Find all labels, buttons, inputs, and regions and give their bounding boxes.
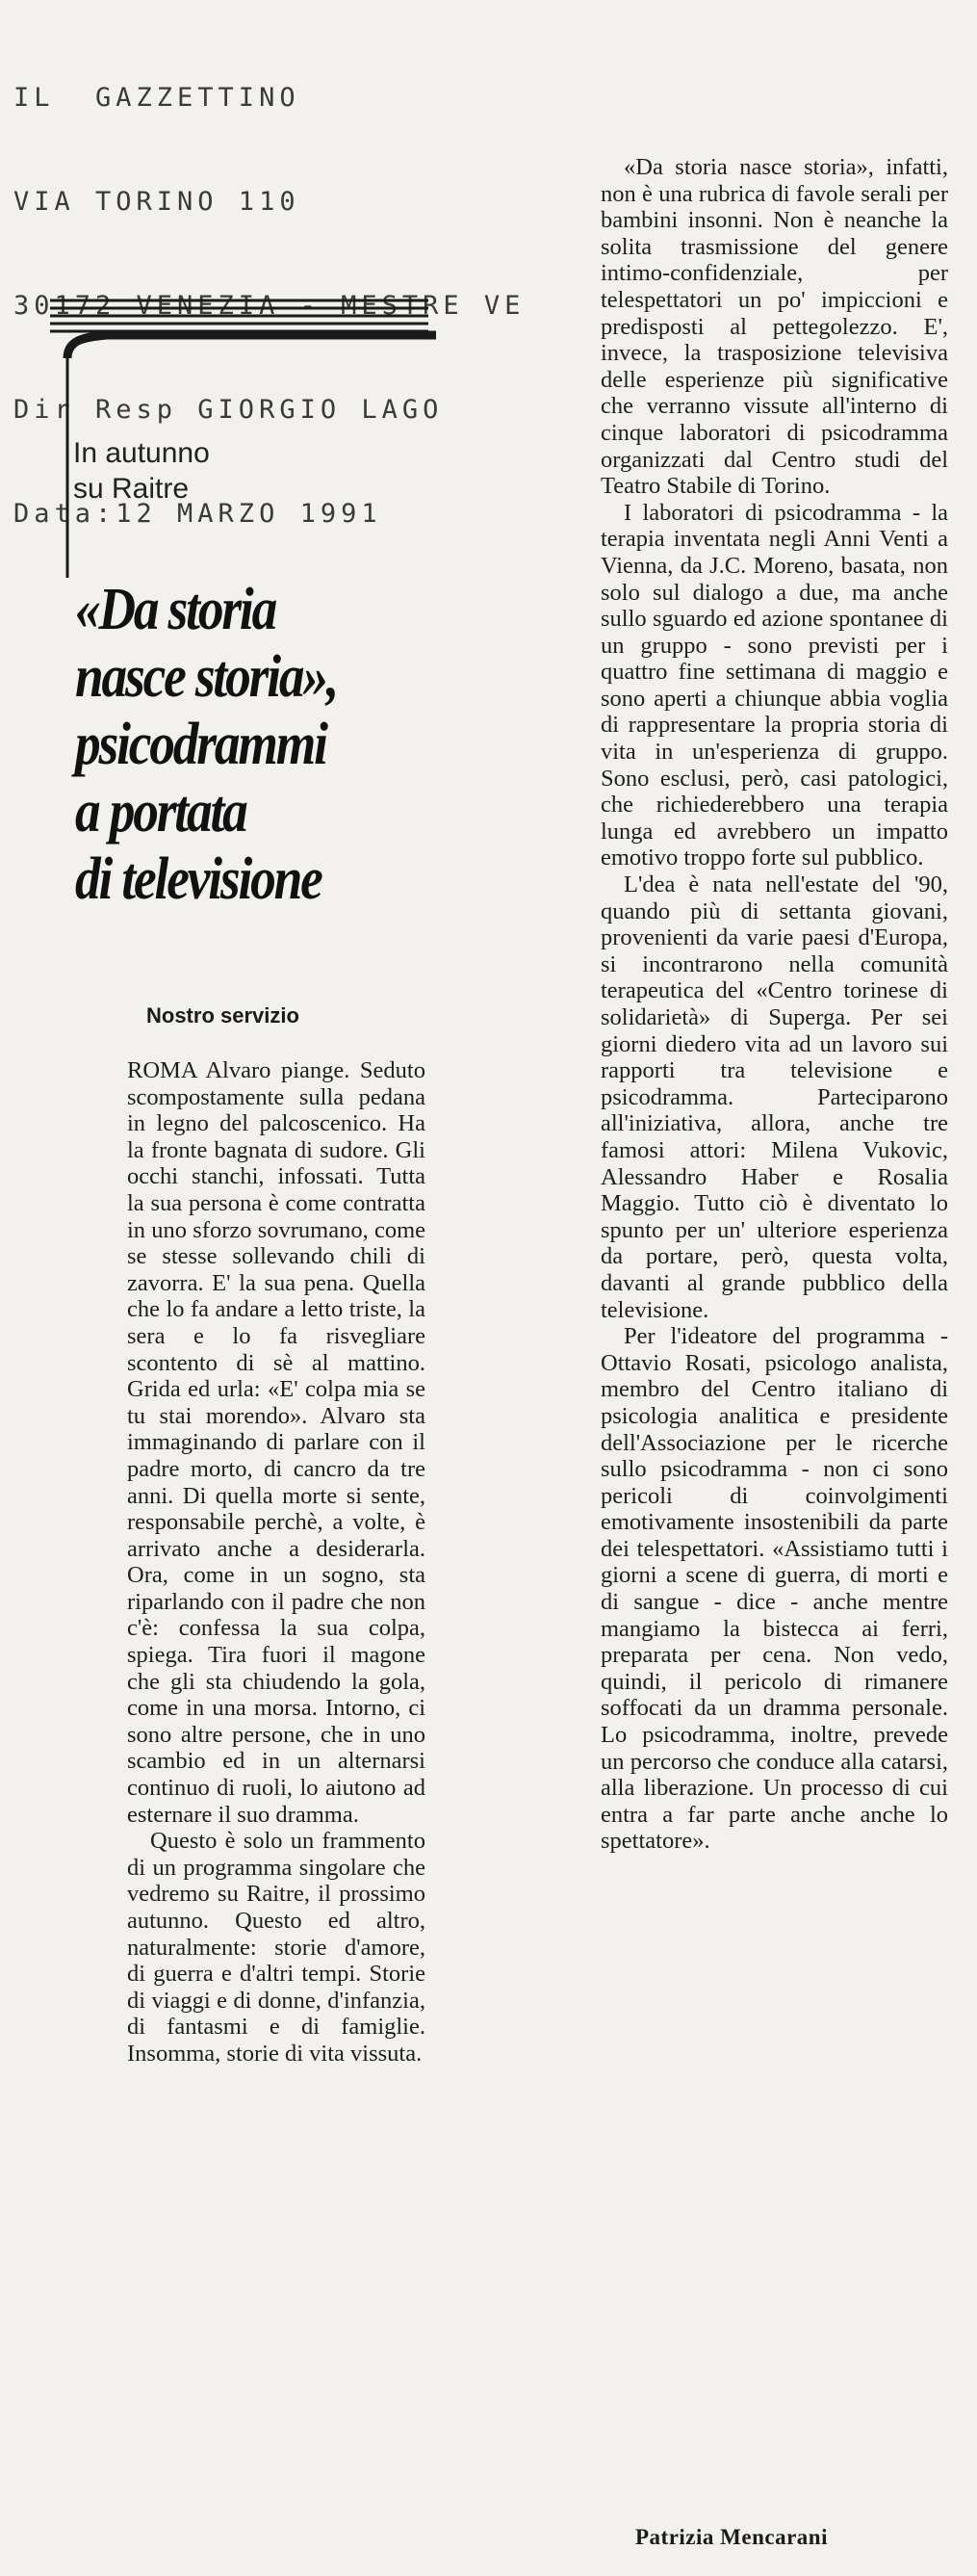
headline-line: psicodrammi bbox=[75, 712, 326, 777]
service-byline: Nostro servizio bbox=[146, 1003, 299, 1028]
article-column-1 bbox=[127, 1057, 425, 2068]
article-paragraph: ROMA Alvaro piange. Seduto scompostamente sulla pedana in legno del palcoscenico. Ha la fronte bagnata di sudore. Gli occhi stanchi, infossati. Tutta la sua persona è come contratta in uno sforzo sovrumano, come se stesse sollevando chili di zavorra. E' la sua pena. Quella che lo fa andare a letto triste, la sera e lo fa risvegliare scontento di sè al mattino. Grida ed urla: «E' colpa mia se tu stai morendo». Alvaro sta immaginando di parlare con il padre morto, di cancro da tre anni. Di quella morte si sente, responsabile perchè, a volte, è arrivato anche a desiderarla. Ora, come in un sogno, sta riparlando con il padre che non c'è: confessa la sua colpa, spiega. Tira fuori il magone che gli sta chiudendo la gola, come in una morsa. Intorno, ci sono altre persone, che in uno scambio ed in un alternarsi continuo di ruoli, lo aiutono ad esternare il suo dramma. bbox=[127, 1057, 425, 1828]
article-paragraph: Per l'ideatore del programma - Ottavio Rosati, psicologo analista, membro del Centro italiano di psicologia analitica e presidente dell'Associazione per le ricerche sullo psicodramma - non ci sono pericoli di coinvolgimenti emotivamente insostenibili da parte dei telespettatori. «Assistiamo tutti i giorni a scene di guerra, di morti e di sangue - dice - anche mentre mangiamo la bistecca ai ferri, preparata per cena. Non vedo, quindi, il pericolo di rimanere soffocati da un dramma personale. Lo psicodramma, inoltre, prevede un percorso che conduce alla catarsi, alla liberazione. Un processo di cui entra a far parte anche anche lo spettatore». bbox=[601, 1323, 948, 1855]
article-paragraph: I laboratori di psicodramma - la terapia inventata negli Anni Venti a Vienna, da J.C. Moreno, basata, non solo sul dialogo a due, ma anche sullo sguardo ed azione spontanee di un gruppo - sono previsti per i quattro fine settimana di maggio e sono aperti a chiunque abbia voglia di rappresentare la propria storia di vita in un'esperienza di gruppo. Sono esclusi, però, casi patologici, che richiederebbero una terapia lunga ed avrebbero un impatto emotivo troppo forte sul pubblico. bbox=[601, 499, 948, 872]
kicker-line-1: In autunno bbox=[73, 437, 210, 469]
headline-line: di televisione bbox=[75, 846, 321, 912]
stamp-line-street: VIA TORINO 110 bbox=[13, 187, 300, 217]
headline-line: nasce storia», bbox=[75, 644, 338, 710]
article-paragraph: Questo è solo un frammento di un programma singolare che vedremo su Raitre, il prossimo autunno. Questo ed altro, naturalmente: storie d'amore, di guerra e d'altri tempi. Storie di viaggi e di donne, d'infanzia, di fantasmi e di famiglie. Insomma, storie di vita vissuta. bbox=[127, 1828, 425, 2067]
stamp-line-director: Dir Resp GIORGIO LAGO bbox=[13, 395, 444, 425]
article-column-2 bbox=[601, 154, 948, 1855]
kicker-line-2: su Raitre bbox=[73, 473, 190, 505]
headline-line: «Da storia bbox=[75, 577, 276, 642]
stamp-line-city: 30172 VENEZIA - MESTRE VE bbox=[13, 291, 526, 321]
author-signature: Patrizia Mencarani bbox=[635, 2525, 828, 2549]
article-headline bbox=[75, 576, 373, 913]
headline-line: a portata bbox=[75, 779, 246, 845]
article-kicker bbox=[73, 435, 266, 507]
article-paragraph: L'dea è nata nell'estate del '90, quando più di settanta giovani, provenienti da varie paesi d'Europa, si incontrarono nella comunità terapeutica del «Centro torinese di solidarietà» di Superga. Per sei giorni diedero vita ad un lavoro sui rapporti tra televisione e psicodramma. Parteciparono all'iniziativa, allora, anche tre famosi attori: Milena Vukovic, Alessandro Haber e Rosalia Maggio. Tutto ciò è diventato lo spunto per un' ulteriore esperienza da portare, però, questa volta, davanti al grande pubblico della televisione. bbox=[601, 872, 948, 1323]
article-paragraph: «Da storia nasce storia», infatti, non è una rubrica di favole serali per bambini insonni. Non è neanche la solita trasmissione del genere intimo-confidenziale, per telespettatori un po' impiccioni e predisposti al pettegolezzo. E', invece, la trasposizione televisiva delle esperienze più significative che verranno vissute all'interno di cinque laboratori di psicodramma organizzati dal Centro studi del Teatro Stabile di Torino. bbox=[601, 154, 948, 500]
stamp-line-date: Data:12 MARZO 1991 bbox=[13, 499, 382, 529]
stamp-line-newspaper: IL GAZZETTINO bbox=[13, 83, 300, 113]
